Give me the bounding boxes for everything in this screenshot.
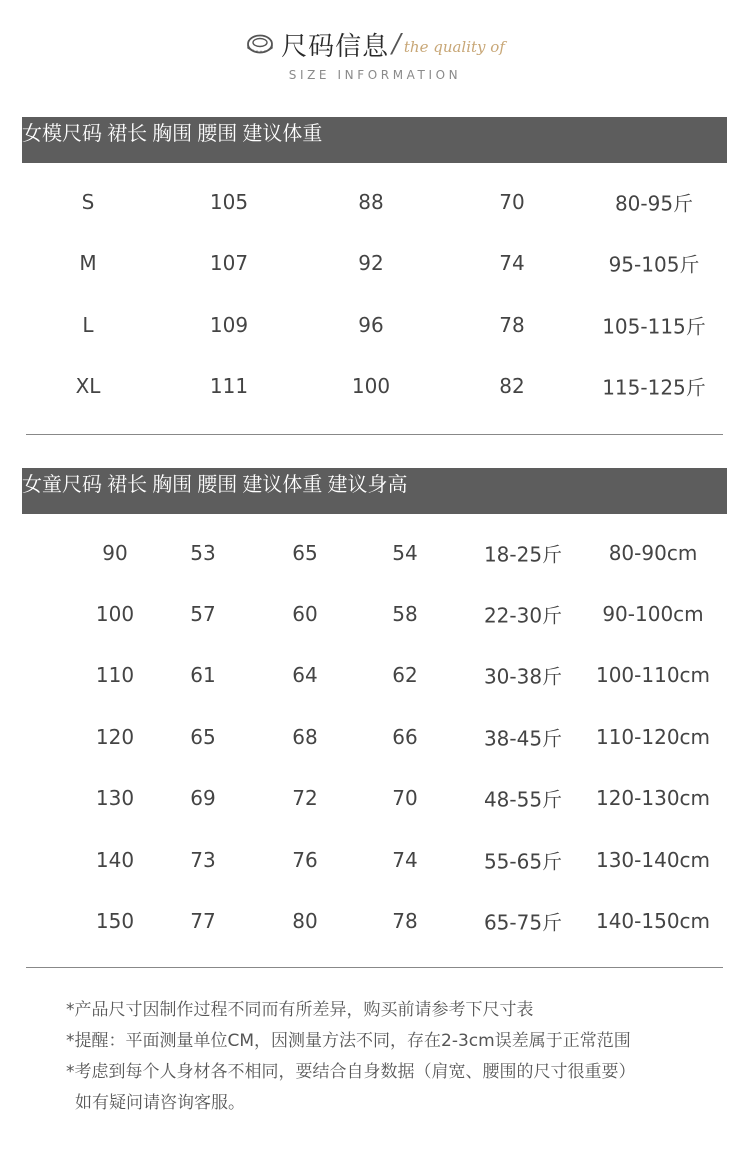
table-cell: 105 <box>209 189 249 214</box>
table-cell: 53 <box>190 540 216 565</box>
table-cell: S <box>81 189 95 214</box>
note-line: *提醒：平面测量单位CM，因测量方法不同，存在2-3cm误差属于正常范围 <box>66 1031 631 1051</box>
table-cell: 110 <box>95 663 135 688</box>
table-cell: 100 <box>351 374 391 399</box>
table-row <box>22 294 727 356</box>
page-subtitle: SIZE INFORMATION <box>288 68 462 82</box>
table-cell: 82 <box>499 374 525 399</box>
table-cell: 80-95斤 <box>614 191 694 216</box>
women-col-size: 女模尺码 <box>22 121 102 145</box>
table-cell: 58 <box>392 602 418 627</box>
table-cell: 57 <box>190 602 216 627</box>
table-cell: 90 <box>102 540 128 565</box>
table-cell: 88 <box>358 189 384 214</box>
table-cell: 111 <box>209 374 249 399</box>
kids-col-waist: 腰围 <box>197 472 238 496</box>
table-row <box>22 645 727 706</box>
table-row <box>22 890 727 951</box>
title-line <box>0 22 750 66</box>
women-size-table <box>22 117 727 417</box>
table-cell: 68 <box>292 724 318 749</box>
note-line: 如有疑问请咨询客服。 <box>75 1093 245 1113</box>
table-cell: 90-100cm <box>602 602 704 627</box>
women-table-header <box>22 117 727 163</box>
table-cell: 72 <box>292 786 318 811</box>
table-cell: 120 <box>95 724 135 749</box>
table-cell: 70 <box>392 786 418 811</box>
table-cell: 96 <box>358 312 384 337</box>
table-cell: 55-65斤 <box>483 849 563 874</box>
table-cell: 140-150cm <box>595 909 711 934</box>
kids-col-bust: 胸围 <box>152 472 193 496</box>
table-cell: 48-55斤 <box>483 787 563 812</box>
women-col-waist: 腰围 <box>197 121 238 145</box>
title-tagline: the quality of <box>403 38 505 56</box>
table-cell: 66 <box>392 724 418 749</box>
table-cell: 73 <box>190 847 216 872</box>
table-cell: 69 <box>190 786 216 811</box>
table-cell: 38-45斤 <box>483 726 563 751</box>
table-cell: M <box>79 251 97 276</box>
kids-col-height: 建议身高 <box>327 472 408 496</box>
tape-measure-icon <box>245 33 275 55</box>
table-cell: 22-30斤 <box>483 603 563 628</box>
table-cell: 130 <box>95 786 135 811</box>
women-col-bust: 胸围 <box>152 121 193 145</box>
table-cell: 150 <box>95 909 135 934</box>
kids-table-header <box>22 468 727 514</box>
note-line: *产品尺寸因制作过程不同而有所差异，购买前请参考下尺寸表 <box>66 1000 534 1020</box>
table-cell: 18-25斤 <box>483 542 563 567</box>
table-cell: 100-110cm <box>595 663 711 688</box>
table-row <box>22 768 727 829</box>
table-cell: 62 <box>392 663 418 688</box>
table-cell: 65-75斤 <box>483 910 563 935</box>
table-cell: 30-38斤 <box>483 664 563 689</box>
table-cell: 80 <box>292 909 318 934</box>
table-row <box>22 583 727 644</box>
table-cell: 100 <box>95 602 135 627</box>
table-cell: 110-120cm <box>595 724 711 749</box>
table-cell: 60 <box>292 602 318 627</box>
table-cell: 120-130cm <box>595 786 711 811</box>
table-cell: 77 <box>190 909 216 934</box>
table-cell: 105-115斤 <box>602 314 706 339</box>
table-cell: 61 <box>190 663 216 688</box>
section-divider <box>26 967 723 968</box>
table-row <box>22 356 727 418</box>
table-cell: 107 <box>209 251 249 276</box>
table-cell: 140 <box>95 847 135 872</box>
table-cell: XL <box>75 374 101 399</box>
kids-col-weight: 建议体重 <box>242 472 323 496</box>
table-cell: 115-125斤 <box>602 375 706 400</box>
table-cell: 78 <box>499 312 525 337</box>
table-cell: 92 <box>358 251 384 276</box>
title-slash: / <box>392 29 401 59</box>
table-cell: L <box>82 312 94 337</box>
table-cell: 65 <box>292 540 318 565</box>
table-cell: 78 <box>392 909 418 934</box>
table-cell: 65 <box>190 724 216 749</box>
kids-col-size: 女童尺码 <box>22 472 102 496</box>
page-header <box>0 22 750 92</box>
table-cell: 130-140cm <box>595 847 711 872</box>
table-row <box>22 706 727 767</box>
table-row <box>22 233 727 295</box>
page-title: 尺码信息 <box>281 31 390 62</box>
table-cell: 70 <box>499 189 525 214</box>
table-cell: 54 <box>392 540 418 565</box>
kids-col-length: 裙长 <box>107 472 148 496</box>
table-cell: 109 <box>209 312 249 337</box>
size-notes <box>66 995 636 1119</box>
table-cell: 95-105斤 <box>608 252 700 277</box>
women-col-length: 裙长 <box>107 121 148 145</box>
table-row <box>22 171 727 233</box>
women-col-weight: 建议体重 <box>242 121 323 145</box>
table-cell: 76 <box>292 847 318 872</box>
women-table-body <box>22 163 727 417</box>
table-row <box>22 829 727 890</box>
table-cell: 74 <box>499 251 525 276</box>
table-row <box>22 522 727 583</box>
section-divider <box>26 434 723 435</box>
table-cell: 64 <box>292 663 318 688</box>
kids-size-table <box>22 468 727 952</box>
kids-table-body <box>22 514 727 952</box>
table-cell: 80-90cm <box>608 540 698 565</box>
table-cell: 74 <box>392 847 418 872</box>
note-line: *考虑到每个人身材各不相同，要结合自身数据（肩宽、腰围的尺寸很重要） <box>66 1062 636 1082</box>
